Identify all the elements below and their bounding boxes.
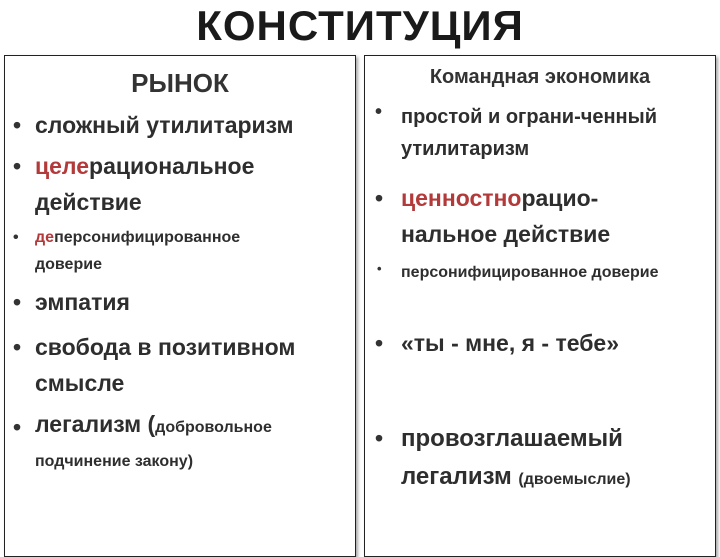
list-item (35, 224, 305, 278)
list-item (35, 329, 340, 401)
item-text: рациональное действие (35, 153, 255, 215)
list-item (401, 258, 691, 287)
item-highlight: ценностно (401, 185, 522, 211)
list-item (401, 101, 711, 165)
command-economy-column (364, 55, 716, 557)
item-highlight: де (35, 229, 55, 246)
list-item (35, 284, 350, 320)
bullet-icon: • (13, 153, 22, 179)
bullet-icon: • (375, 425, 384, 451)
list-item (401, 420, 701, 499)
item-text: сложный утилитаризм (35, 112, 294, 138)
bullet-icon: • (377, 261, 382, 276)
market-header: РЫНОК (131, 68, 229, 98)
list-item (35, 107, 350, 143)
bullet-icon: • (13, 112, 22, 138)
item-highlight: целе (35, 153, 90, 179)
market-column (4, 55, 356, 557)
bullet-icon: • (13, 414, 22, 440)
item-text: простой и ограни-ченный утилитаризм (401, 106, 658, 160)
item-text: эмпатия (35, 289, 130, 315)
command-economy-header: Командная экономика (429, 66, 651, 88)
list-item (401, 325, 711, 361)
item-text: рацио-нальное действие (401, 185, 611, 247)
item-text: легализм ( (35, 411, 156, 437)
list-item (401, 180, 671, 252)
list-item (35, 409, 350, 477)
bullet-icon: • (13, 229, 19, 246)
item-text: «ты - мне, я - тебе» (401, 330, 620, 356)
list-item (35, 148, 335, 220)
bullet-icon: • (375, 330, 384, 356)
item-text: провозглашаемый легализм (401, 425, 623, 490)
bullet-icon: • (375, 185, 384, 211)
item-text: свобода в позитивном смысле (35, 334, 296, 396)
bullet-icon: • (13, 289, 22, 315)
item-note: добровольное подчинение закону) (35, 419, 272, 470)
bullet-icon: • (375, 101, 383, 123)
item-note: (двоемыслие) (518, 471, 631, 488)
item-text: персонифицированное доверие (401, 264, 659, 281)
bullet-icon: • (13, 334, 22, 360)
item-text: персонифицированное доверие (35, 229, 241, 273)
page-title: КОНСТИТУЦИЯ (196, 2, 524, 49)
